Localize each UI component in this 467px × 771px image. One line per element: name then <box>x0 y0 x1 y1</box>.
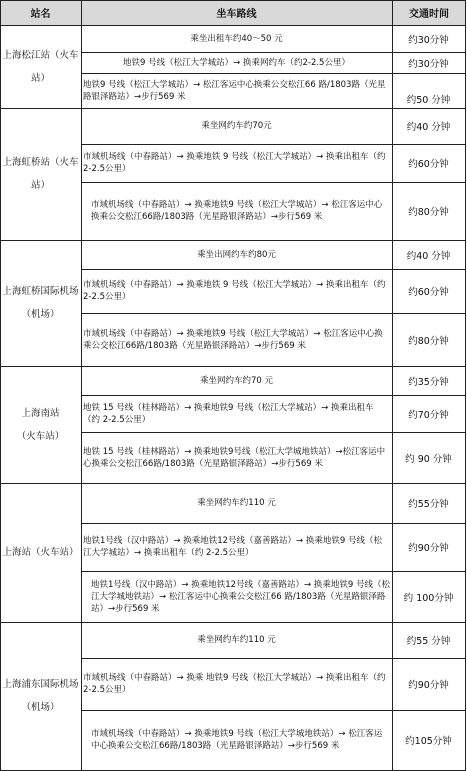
route-cell <box>81 73 392 108</box>
grid-line <box>0 25 466 26</box>
time-text: 约 90 分钟 <box>405 453 452 465</box>
time-text: 约60分钟 <box>408 159 449 170</box>
time-cell <box>392 269 465 313</box>
grid-line <box>81 73 466 74</box>
grid-line <box>0 366 466 367</box>
station-type: （火车站） <box>31 547 79 558</box>
time-cell <box>392 658 465 710</box>
time-text: 约80分钟 <box>408 335 449 347</box>
route-cell <box>81 622 392 658</box>
header-route <box>81 0 392 25</box>
route-cell <box>81 710 392 770</box>
station-name: 上海松江站 <box>2 49 50 61</box>
route-cell <box>81 52 392 73</box>
route-text: 市域机场线（中春路站）→ 换乘地铁9 号线（松江大学城站）→ 松江客运中心换乘公交松江66路/1803路（光星路银泽路站）→步行569 米 <box>83 328 383 351</box>
grid-line <box>465 0 466 771</box>
time-text: 约60分钟 <box>408 287 449 298</box>
route-cell <box>81 182 392 240</box>
station-type: （火车站） <box>30 49 79 84</box>
station-cell <box>0 366 81 483</box>
time-text: 约30分钟 <box>408 58 449 70</box>
route-cell <box>81 313 392 366</box>
station-type: 场（机场） <box>21 679 79 713</box>
time-text: 约40 分钟 <box>406 250 451 262</box>
grid-line <box>392 0 393 771</box>
time-cell <box>392 240 465 269</box>
time-text: 约90分钟 <box>408 543 449 554</box>
station-cell <box>0 622 81 770</box>
time-text: 约 100分钟 <box>403 592 454 604</box>
time-cell <box>392 710 465 770</box>
route-cell <box>81 395 392 432</box>
route-text: 地铁9 号线（松江大学城站）→ 松江客运中心换乘公交松江66 路/1803路（光星路银泽路站）→步行569 米 <box>83 79 386 102</box>
route-text: 地铁1号线（汉中路站）→ 换乘地铁12号线（嘉善路站）→ 换乘地铁9 号线（松江大学城站）→ 换乘出租车（约 2-2.5公里） <box>83 536 382 558</box>
time-cell <box>392 313 465 366</box>
time-cell <box>392 52 465 73</box>
time-cell <box>392 73 465 108</box>
route-cell <box>81 108 392 144</box>
grid-line <box>81 395 466 396</box>
grid-line <box>81 432 466 433</box>
time-text: 约50 分钟 <box>406 95 451 106</box>
route-text: 地铁9 号线（松江大学城站）→ 换乘网约车（约2-2.5公里） <box>123 57 350 68</box>
route-cell <box>81 269 392 313</box>
time-cell <box>392 571 465 622</box>
station-name: 上海南站 <box>21 407 60 419</box>
station-name: 上海虹桥站 <box>2 157 50 168</box>
header-time-label: 交通时间 <box>409 9 449 20</box>
time-cell <box>392 25 465 52</box>
station-type: 场（机场） <box>21 286 79 320</box>
station-type: （火车站） <box>16 430 65 442</box>
station-cell <box>0 240 81 366</box>
route-cell <box>81 523 392 571</box>
route-cell <box>81 658 392 710</box>
route-cell <box>81 432 392 483</box>
grid-line <box>0 0 1 771</box>
route-cell <box>81 571 392 622</box>
time-text: 约30分钟 <box>408 34 449 46</box>
header-route-label: 坐车路线 <box>216 9 257 20</box>
station-cell <box>0 483 81 622</box>
route-cell <box>81 483 392 523</box>
time-text: 约80分钟 <box>408 207 449 218</box>
route-text: 乘坐网约车约110 元 <box>197 635 276 645</box>
time-text: 约55 分钟 <box>406 636 451 647</box>
grid-line <box>0 483 466 484</box>
time-cell <box>392 182 465 240</box>
time-cell <box>392 483 465 523</box>
grid-line <box>81 313 466 314</box>
route-text: 市域机场线（中春路站）→ 换乘地铁9 号线（松江大学城站）→ 松江客运中心换乘公交松江66路/1803路（光星路银泽路站）→步行569 米 <box>91 200 383 222</box>
route-text: 乘坐出租车约40～50 元 <box>190 33 283 44</box>
route-text: 市域机场线（中春路站）→ 换乘 地铁9 号线（松江大学城站）→ 换乘出租车（约 2-2.5公里） <box>83 673 386 695</box>
route-text: 乘坐网约车约70元 <box>201 121 272 131</box>
time-text: 约105分钟 <box>405 736 452 747</box>
station-type: （火车站） <box>30 157 79 191</box>
grid-line <box>81 710 466 711</box>
time-cell <box>392 108 465 144</box>
time-cell <box>392 395 465 432</box>
route-cell <box>81 366 392 395</box>
time-text: 约90分钟 <box>408 680 449 691</box>
grid-line <box>81 523 466 524</box>
time-cell <box>392 523 465 571</box>
header-station-label: 站名 <box>30 9 51 20</box>
route-text: 市域机场线（中春路站）→ 换乘地铁 9 号线（松江大学城站）→ 换乘出租车（约 2-2.5公里） <box>83 152 386 174</box>
time-text: 约55分钟 <box>408 499 449 510</box>
header-time <box>392 0 466 25</box>
route-cell <box>81 240 392 269</box>
route-text: 市域机场线（中春路站）→ 换乘地铁 9 号线（松江大学城站）→ 换乘出租车（约 2-2.5公里） <box>83 280 386 302</box>
route-text: 地铁 15 号线（桂林路站）→ 换乘地铁9 号线（松江大学城站）→ 换乘出租车（约 2-2.5公里） <box>83 402 374 425</box>
route-text: 乘坐网约车约110 元 <box>197 498 276 508</box>
time-cell <box>392 366 465 395</box>
route-text: 地铁 15 号线（桂林路站）→ 换乘地铁9号线（松江大学城地铁站）→松江客运中心换乘公交松江66路/1803路（光星路银泽路站）→步行569 米 <box>83 446 386 469</box>
station-cell <box>0 108 81 240</box>
grid-line <box>81 0 82 771</box>
station-name: 上海站 <box>2 547 31 558</box>
grid-line <box>0 108 466 109</box>
route-text: 市域机场线（中春路站）→ 换乘地铁9 号线（松江大学城地铁站）→ 松江客运中心换乘公交松江66路/1803路（光星路银泽路站）→步行569 米 <box>91 729 383 751</box>
station-name: 上海虹桥国际机 <box>2 286 69 297</box>
route-text: 乘坐网约车约70 元 <box>199 375 274 386</box>
grid-line <box>81 269 466 270</box>
route-cell <box>81 25 392 52</box>
grid-line <box>0 0 466 1</box>
route-text: 乘坐出网约车约80元 <box>197 249 276 260</box>
grid-line <box>81 571 466 572</box>
time-cell <box>392 144 465 182</box>
time-cell <box>392 432 465 483</box>
grid-line <box>81 182 466 183</box>
time-cell <box>392 622 465 658</box>
station-cell <box>0 25 81 108</box>
grid-line <box>81 144 466 145</box>
station-name: 上海浦东国际机 <box>2 679 69 690</box>
grid-line <box>0 622 466 623</box>
grid-line <box>81 52 466 53</box>
time-text: 约35分钟 <box>408 376 449 388</box>
header-station <box>0 0 81 25</box>
grid-line <box>81 658 466 659</box>
time-text: 约70分钟 <box>408 409 449 421</box>
route-cell <box>81 144 392 182</box>
grid-line <box>0 240 466 241</box>
time-text: 约40 分钟 <box>406 122 451 133</box>
route-text: 地铁1号线（汉中路站）→ 换乘地铁12号线（嘉善路站）→ 换乘地铁9 号线（松江大学城地铁站）→ 松江客运中心换乘公交松江66 路/1803路（光星路银泽路站）→步行569 米 <box>91 579 390 614</box>
